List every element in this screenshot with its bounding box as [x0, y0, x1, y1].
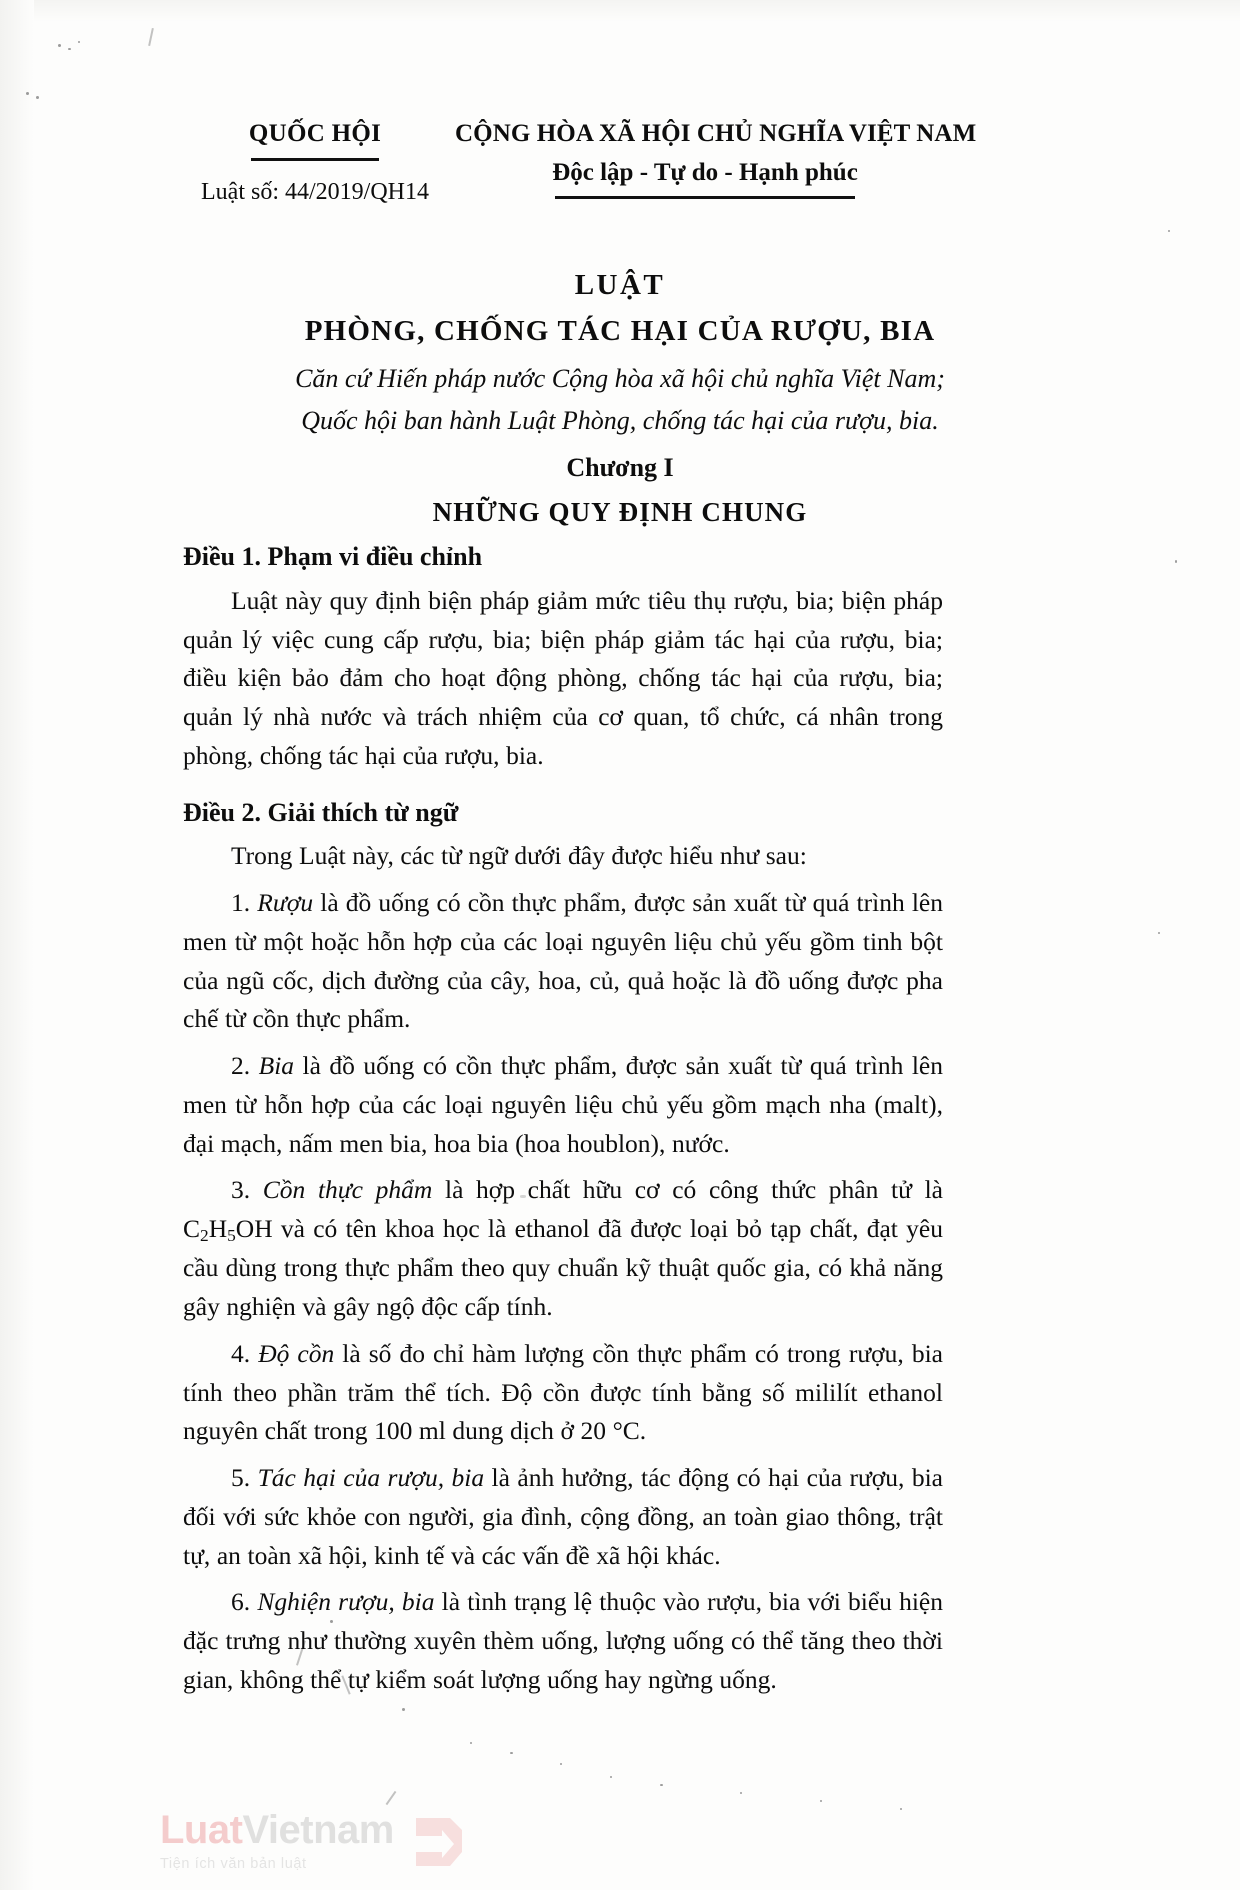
definition-1-number: 1.: [231, 888, 251, 918]
definition-5-number: 5.: [231, 1463, 251, 1493]
preamble-line-1: Căn cứ Hiến pháp nước Cộng hòa xã hội chủ nghĩa Việt Nam;: [295, 364, 945, 393]
article-2-heading: Điều 2. Giải thích từ ngữ: [183, 797, 459, 827]
chemical-formula-ethanol: $C_2H_5OH$: [183, 1214, 273, 1245]
watermark-arrow-logo-icon: [408, 1812, 470, 1872]
definition-item-5: [183, 1459, 943, 1575]
definition-4-number: 4.: [231, 1338, 251, 1368]
definition-6-term: Nghiện rượu, bia: [257, 1587, 435, 1617]
definition-4-term: Độ cồn: [258, 1338, 335, 1368]
watermark-text-block: [160, 1810, 394, 1872]
watermark: [160, 1810, 470, 1872]
issuing-organization: QUỐC HỘI: [248, 120, 382, 147]
definition-4-text: là số đo chỉ hàm lượng cồn thực phẩm có trong rượu, bia tính theo phần trăm thể tích. Độ cồn được tính bằng số mililít ethanol nguyên chất trong 100 ml dung dịch ở 20 °C.: [183, 1338, 943, 1446]
definition-2-number: 2.: [231, 1051, 251, 1081]
definition-6-number: 6.: [231, 1587, 251, 1617]
chapter-heading: NHỮNG QUY ĐỊNH CHUNG: [432, 496, 808, 527]
organization-underline: [251, 158, 379, 161]
watermark-wordmark: [160, 1810, 394, 1850]
definition-item-4: [183, 1335, 943, 1451]
article-1-heading: Điều 1. Phạm vi điều chỉnh: [183, 542, 483, 571]
article-2-paragraph-1: Trong Luật này, các từ ngữ dưới đây được hiểu như sau:: [231, 841, 807, 871]
watermark-word-part2: Vietnam: [242, 1808, 394, 1852]
document-title-block: [0, 268, 1240, 349]
preamble-line-2: Quốc hội ban hành Luật Phòng, chống tác hại của rượu, bia.: [301, 406, 939, 436]
law-number: Luật số: 44/2019/QH14: [201, 178, 429, 205]
definition-item-1: [183, 884, 943, 1039]
definition-1-term: Rượu: [257, 888, 314, 918]
definition-3-number: 3.: [231, 1175, 251, 1205]
definition-5-text: là ảnh hưởng, tác động có hại của rượu, bia đối với sức khỏe con người, gia đình, cộng đồng, an toàn giao thông, trật tự, an toàn xã hội, kinh tế và các vấn đề xã hội khác.: [183, 1463, 943, 1570]
document-title-line2: PHÒNG, CHỐNG TÁC HẠI CỦA RƯỢU, BIA: [304, 314, 936, 347]
definition-item-2: [183, 1047, 943, 1163]
document-title-line1: LUẬT: [574, 269, 666, 301]
nation-title: CỘNG HÒA XÃ HỘI CHỦ NGHĨA VIỆT NAM: [455, 120, 977, 147]
article-1-paragraph-1: Luật này quy định biện pháp giảm mức tiêu thụ rượu, bia; biện pháp quản lý việc cung cấp rượu, bia; biện pháp giảm tác hại của rượu, bia; điều kiện bảo đảm cho hoạt động phòng, chống tác hại của rượu, bia; quản lý nhà nước và trách nhiệm của cơ quan, tổ chức, cá nhân trong phòng, chống tác hại của rượu, bia.: [183, 585, 943, 770]
document-body: [183, 540, 943, 1700]
definition-3-text-after-formula: và có tên khoa học là ethanol đã được loại bỏ tạp chất, đạt yêu cầu dùng trong thực phẩm theo quy chuẩn kỹ thuật quốc gia, có khả năng gây nghiện và gây ngộ độc cấp tính.: [183, 1214, 943, 1322]
definition-3-text-before-formula: là hợp chất hữu cơ có công thức phân tử là: [432, 1175, 943, 1205]
definition-item-6: [183, 1583, 943, 1699]
definition-item-3: [183, 1171, 943, 1326]
preamble-block: [0, 358, 1240, 442]
nation-motto: Độc lập - Tự do - Hạnh phúc: [552, 158, 858, 186]
chapter-block: [0, 452, 1240, 530]
definition-5-term: Tác hại của rượu, bia: [257, 1463, 485, 1493]
definition-2-text: là đồ uống có cồn thực phẩm, được sản xuất từ quá trình lên men từ hỗn hợp của các loại nguyên liệu chủ yếu gồm mạch nha (malt), đại mạch, nấm men bia, hoa bia (hoa houblon), nước.: [183, 1051, 943, 1158]
document-header: [0, 120, 1240, 230]
national-heading-block: [455, 120, 977, 199]
issuing-organization-block: [165, 120, 465, 207]
motto-underline: [555, 196, 855, 199]
definition-6-text: là tình trạng lệ thuộc vào rượu, bia với biểu hiện đặc trưng như thường xuyên thèm uống, lượng uống có thể tăng theo thời gian, không thể tự kiểm soát lượng uống hay ngừng uống.: [183, 1587, 943, 1694]
watermark-tagline: Tiện ích văn bản luật: [160, 1856, 307, 1872]
definition-1-text: là đồ uống có cồn thực phẩm, được sản xuất từ quá trình lên men từ một hoặc hỗn hợp của các loại nguyên liệu chủ yếu gồm tinh bột của ngũ cốc, dịch đường của cây, hoa, củ, quả hoặc là đồ uống được pha chế từ cồn thực phẩm.: [183, 888, 943, 1034]
definition-2-term: Bia: [258, 1051, 295, 1081]
chapter-name: Chương I: [566, 453, 674, 482]
watermark-word-part1: Luat: [160, 1808, 243, 1852]
definition-3-term: Cồn thực phẩm: [262, 1175, 433, 1205]
